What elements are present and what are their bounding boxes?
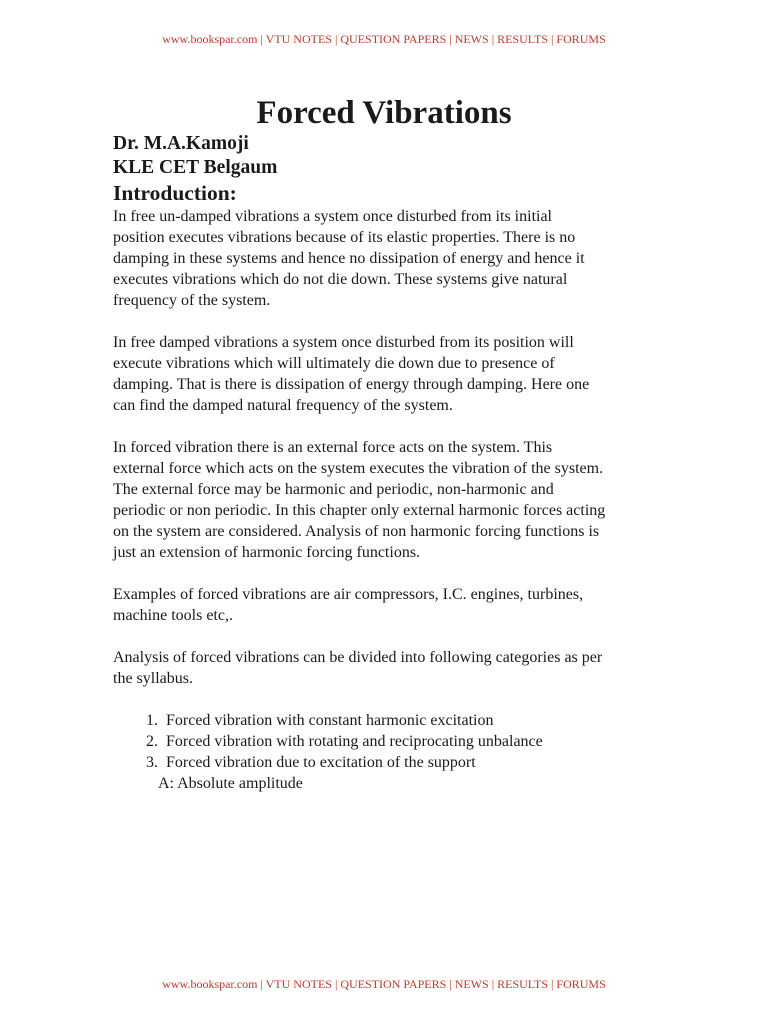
list-text: Forced vibration with rotating and reciprocating unbalance <box>166 733 543 750</box>
page-header <box>0 32 768 47</box>
section-heading-introduction: Introduction: <box>113 181 237 205</box>
footer-separator: | <box>331 977 341 991</box>
text-line: The external force may be harmonic and periodic, non-harmonic and <box>113 481 554 498</box>
text-line: In forced vibration there is an external force acts on the system. This <box>113 439 553 456</box>
footer-separator: | <box>446 977 455 991</box>
text-line: damping. That is there is dissipation of energy through damping. Here one <box>113 376 590 393</box>
footer-separator: | <box>548 977 557 991</box>
paragraph-forced-vibration <box>113 437 658 563</box>
list-text: Forced vibration due to excitation of the support <box>166 754 476 771</box>
paragraph-free-undamped <box>113 206 658 311</box>
document-title: Forced Vibrations <box>256 95 512 131</box>
document-body <box>113 206 658 794</box>
paragraph-analysis <box>113 647 658 689</box>
header-link-bookspar[interactable]: www.bookspar.com <box>162 32 258 46</box>
category-list <box>113 710 658 773</box>
list-number: 1. <box>146 712 158 729</box>
header-separator: | <box>257 32 266 46</box>
footer-separator: | <box>257 977 266 991</box>
list-sub-item: A: Absolute amplitude <box>158 775 303 792</box>
footer-link-results[interactable]: RESULTS <box>497 977 548 991</box>
list-number: 3. <box>146 754 158 771</box>
footer-separator: | <box>488 977 498 991</box>
text-line: position executes vibrations because of its elastic properties. There is no <box>113 229 576 246</box>
footer-link-forums[interactable]: FORUMS <box>556 977 606 991</box>
header-separator: | <box>488 32 498 46</box>
header-link-results[interactable]: RESULTS <box>497 32 548 46</box>
author-institution: KLE CET Belgaum <box>113 157 278 178</box>
header-link-question-papers[interactable]: QUESTION PAPERS <box>340 32 447 46</box>
text-line: on the system are considered. Analysis of non harmonic forcing functions is <box>113 523 600 540</box>
footer-link-bookspar[interactable]: www.bookspar.com <box>162 977 258 991</box>
footer-link-question-papers[interactable]: QUESTION PAPERS <box>340 977 447 991</box>
list-number: 2. <box>146 733 158 750</box>
header-separator: | <box>548 32 557 46</box>
text-line: just an extension of harmonic forcing functions. <box>113 544 421 561</box>
text-line: executes vibrations which do not die down. These systems give natural <box>113 271 568 288</box>
text-line: frequency of the system. <box>113 292 271 309</box>
page-footer <box>0 977 768 992</box>
list-item <box>113 731 658 752</box>
list-item <box>113 710 658 731</box>
list-item <box>113 752 658 773</box>
author-name: Dr. M.A.Kamoji <box>113 133 249 154</box>
header-separator: | <box>331 32 341 46</box>
text-line: periodic or non periodic. In this chapter only external harmonic forces acting <box>113 502 606 519</box>
footer-link-vtu-notes[interactable]: VTU NOTES <box>265 977 332 991</box>
text-line: damping in these systems and hence no dissipation of energy and hence it <box>113 250 585 267</box>
paragraph-free-damped <box>113 332 658 416</box>
header-link-news[interactable]: NEWS <box>454 32 489 46</box>
text-line: Examples of forced vibrations are air compressors, I.C. engines, turbines, <box>113 586 584 603</box>
header-separator: | <box>446 32 455 46</box>
paragraph-examples <box>113 584 658 626</box>
text-line: external force which acts on the system executes the vibration of the system. <box>113 460 604 477</box>
text-line: can find the damped natural frequency of the system. <box>113 397 453 414</box>
text-line: In free damped vibrations a system once disturbed from its position will <box>113 334 574 351</box>
text-line: machine tools etc,. <box>113 607 233 624</box>
header-link-vtu-notes[interactable]: VTU NOTES <box>265 32 332 46</box>
header-link-forums[interactable]: FORUMS <box>556 32 606 46</box>
list-text: Forced vibration with constant harmonic excitation <box>166 712 494 729</box>
text-line: the syllabus. <box>113 670 193 687</box>
text-line: Analysis of forced vibrations can be divided into following categories as per <box>113 649 603 666</box>
text-line: In free un-damped vibrations a system once disturbed from its initial <box>113 208 552 225</box>
text-line: execute vibrations which will ultimately die down due to presence of <box>113 355 555 372</box>
footer-link-news[interactable]: NEWS <box>454 977 489 991</box>
